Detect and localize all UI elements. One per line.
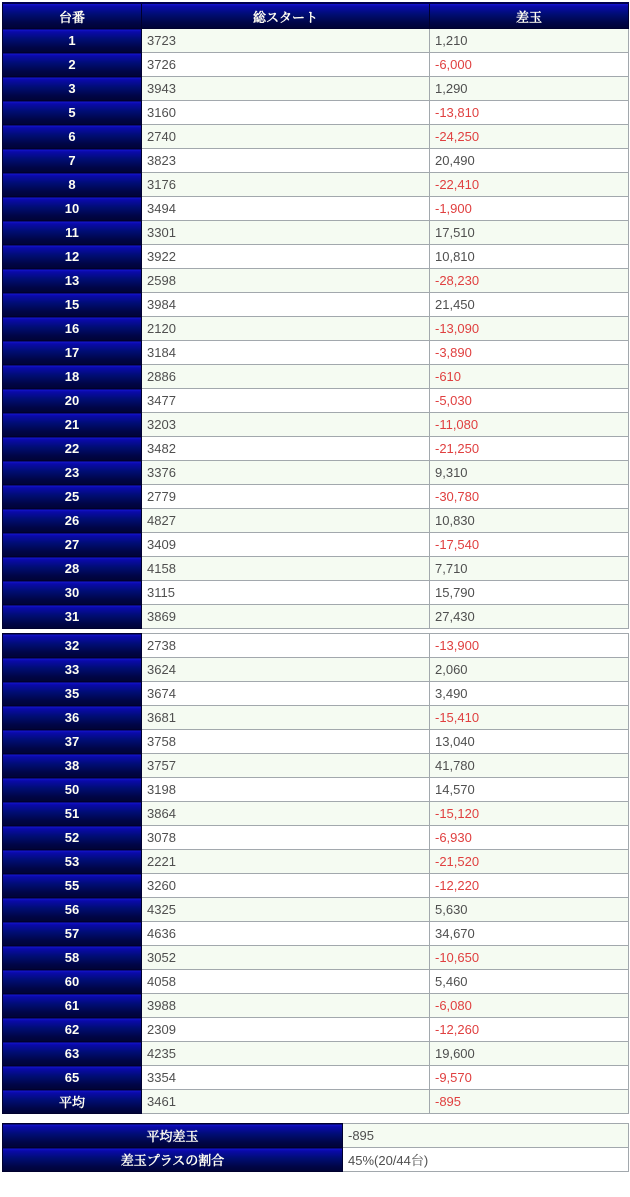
- ball-diff-cell: -895: [430, 1090, 629, 1114]
- ball-diff-cell: -6,000: [430, 53, 629, 77]
- machine-row: [3, 29, 629, 53]
- ball-diff-cell: -15,120: [430, 802, 629, 826]
- total-start-cell: 3176: [142, 173, 430, 197]
- machine-number-cell: 3: [3, 77, 142, 101]
- ball-diff-cell: 20,490: [430, 149, 629, 173]
- ball-diff-cell: -22,410: [430, 173, 629, 197]
- ball-diff-cell: 10,810: [430, 245, 629, 269]
- column-header-ball-diff: 差玉: [430, 3, 629, 29]
- machine-row: [3, 197, 629, 221]
- machine-row: [3, 245, 629, 269]
- summary-rows: [3, 1124, 629, 1172]
- ball-diff-cell: -10,650: [430, 946, 629, 970]
- machine-row: [3, 682, 629, 706]
- machine-row: [3, 1018, 629, 1042]
- total-start-cell: 3984: [142, 293, 430, 317]
- total-start-cell: 3674: [142, 682, 430, 706]
- machine-number-cell: 22: [3, 437, 142, 461]
- machine-number-cell: 56: [3, 898, 142, 922]
- machine-number-cell: 61: [3, 994, 142, 1018]
- machine-row: [3, 634, 629, 658]
- total-start-cell: 3198: [142, 778, 430, 802]
- machine-number-cell: 23: [3, 461, 142, 485]
- total-start-cell: 4827: [142, 509, 430, 533]
- total-start-cell: 2779: [142, 485, 430, 509]
- machine-number-cell: 18: [3, 365, 142, 389]
- total-start-cell: 3477: [142, 389, 430, 413]
- total-start-cell: 3869: [142, 605, 430, 629]
- machine-row: [3, 269, 629, 293]
- machine-number-cell: 57: [3, 922, 142, 946]
- total-start-cell: 3864: [142, 802, 430, 826]
- machine-row: [3, 413, 629, 437]
- summary-value-cell: 45%(20/44台): [343, 1148, 629, 1172]
- machine-row: [3, 605, 629, 629]
- machine-number-cell: 33: [3, 658, 142, 682]
- total-start-cell: 2598: [142, 269, 430, 293]
- machine-number-cell: 50: [3, 778, 142, 802]
- total-start-cell: 3624: [142, 658, 430, 682]
- ball-diff-cell: -30,780: [430, 485, 629, 509]
- total-start-cell: 4636: [142, 922, 430, 946]
- machine-number-cell: 65: [3, 1066, 142, 1090]
- machine-number-cell: 53: [3, 850, 142, 874]
- machine-row: [3, 802, 629, 826]
- ball-diff-cell: -6,930: [430, 826, 629, 850]
- machine-row: [3, 125, 629, 149]
- machine-row: [3, 706, 629, 730]
- total-start-cell: 4325: [142, 898, 430, 922]
- ball-diff-cell: 17,510: [430, 221, 629, 245]
- machine-number-cell: 37: [3, 730, 142, 754]
- ball-diff-cell: 19,600: [430, 1042, 629, 1066]
- machine-number-cell: 1: [3, 29, 142, 53]
- total-start-cell: 3482: [142, 437, 430, 461]
- ball-diff-cell: -11,080: [430, 413, 629, 437]
- ball-diff-cell: 5,460: [430, 970, 629, 994]
- machine-row: [3, 221, 629, 245]
- machine-row: [3, 317, 629, 341]
- total-start-cell: 3461: [142, 1090, 430, 1114]
- ball-diff-cell: 2,060: [430, 658, 629, 682]
- machine-row: [3, 850, 629, 874]
- total-start-cell: 2886: [142, 365, 430, 389]
- machine-number-cell: 平均: [3, 1090, 142, 1114]
- machine-row: [3, 149, 629, 173]
- machine-row: [3, 557, 629, 581]
- machine-number-cell: 2: [3, 53, 142, 77]
- ball-diff-cell: -28,230: [430, 269, 629, 293]
- total-start-cell: 2309: [142, 1018, 430, 1042]
- total-start-cell: 4235: [142, 1042, 430, 1066]
- summary-label-cell: 差玉プラスの割合: [3, 1148, 343, 1172]
- ball-diff-cell: 7,710: [430, 557, 629, 581]
- machine-number-cell: 7: [3, 149, 142, 173]
- machine-row: [3, 293, 629, 317]
- machine-row: [3, 730, 629, 754]
- machine-number-cell: 30: [3, 581, 142, 605]
- total-start-cell: 3052: [142, 946, 430, 970]
- machine-row: [3, 461, 629, 485]
- machine-number-cell: 8: [3, 173, 142, 197]
- summary-value-cell: -895: [343, 1124, 629, 1148]
- machine-row: [3, 53, 629, 77]
- header-row: [3, 3, 629, 29]
- total-start-cell: 3726: [142, 53, 430, 77]
- machine-row: [3, 874, 629, 898]
- machine-row: [3, 1042, 629, 1066]
- machine-row: [3, 173, 629, 197]
- summary-row: [3, 1124, 629, 1148]
- machine-number-cell: 12: [3, 245, 142, 269]
- total-start-cell: 3160: [142, 101, 430, 125]
- total-start-cell: 3115: [142, 581, 430, 605]
- ball-diff-cell: -24,250: [430, 125, 629, 149]
- ball-diff-cell: 27,430: [430, 605, 629, 629]
- total-start-cell: 3757: [142, 754, 430, 778]
- column-header-total-start: 総スタート: [142, 3, 430, 29]
- total-start-cell: 3988: [142, 994, 430, 1018]
- ball-diff-cell: -1,900: [430, 197, 629, 221]
- machine-row: [3, 365, 629, 389]
- ball-diff-cell: -9,570: [430, 1066, 629, 1090]
- ball-diff-cell: -15,410: [430, 706, 629, 730]
- summary-table: [2, 1123, 629, 1172]
- ball-diff-cell: -13,810: [430, 101, 629, 125]
- machine-rows-upper: [3, 29, 629, 629]
- machine-row: [3, 509, 629, 533]
- machine-number-cell: 15: [3, 293, 142, 317]
- machine-row: [3, 898, 629, 922]
- machine-number-cell: 17: [3, 341, 142, 365]
- total-start-cell: 3260: [142, 874, 430, 898]
- machine-number-cell: 13: [3, 269, 142, 293]
- machine-row: [3, 946, 629, 970]
- ball-diff-cell: 1,290: [430, 77, 629, 101]
- ball-diff-cell: 1,210: [430, 29, 629, 53]
- ball-diff-cell: -13,900: [430, 634, 629, 658]
- ball-diff-cell: 13,040: [430, 730, 629, 754]
- machine-number-cell: 36: [3, 706, 142, 730]
- machine-row: [3, 754, 629, 778]
- ball-diff-cell: 41,780: [430, 754, 629, 778]
- machine-row: [3, 389, 629, 413]
- machine-number-cell: 63: [3, 1042, 142, 1066]
- ball-diff-cell: -3,890: [430, 341, 629, 365]
- total-start-cell: 2740: [142, 125, 430, 149]
- machine-number-cell: 26: [3, 509, 142, 533]
- machine-row: [3, 778, 629, 802]
- machine-row: [3, 970, 629, 994]
- ball-diff-cell: 10,830: [430, 509, 629, 533]
- machine-row: [3, 1090, 629, 1114]
- machine-row: [3, 77, 629, 101]
- ball-diff-cell: -12,220: [430, 874, 629, 898]
- ball-diff-cell: 14,570: [430, 778, 629, 802]
- total-start-cell: 2738: [142, 634, 430, 658]
- total-start-cell: 2221: [142, 850, 430, 874]
- machine-row: [3, 485, 629, 509]
- machine-row: [3, 437, 629, 461]
- total-start-cell: 2120: [142, 317, 430, 341]
- ball-diff-cell: -21,250: [430, 437, 629, 461]
- total-start-cell: 4058: [142, 970, 430, 994]
- machine-number-cell: 10: [3, 197, 142, 221]
- total-start-cell: 3184: [142, 341, 430, 365]
- ball-diff-cell: 3,490: [430, 682, 629, 706]
- machine-number-cell: 21: [3, 413, 142, 437]
- ball-diff-cell: -12,260: [430, 1018, 629, 1042]
- total-start-cell: 3758: [142, 730, 430, 754]
- machine-number-cell: 6: [3, 125, 142, 149]
- machine-number-cell: 20: [3, 389, 142, 413]
- total-start-cell: 4158: [142, 557, 430, 581]
- ball-diff-cell: -5,030: [430, 389, 629, 413]
- machine-number-cell: 11: [3, 221, 142, 245]
- ball-diff-cell: -6,080: [430, 994, 629, 1018]
- ball-diff-cell: 15,790: [430, 581, 629, 605]
- machine-number-cell: 31: [3, 605, 142, 629]
- machine-number-cell: 38: [3, 754, 142, 778]
- machine-row: [3, 581, 629, 605]
- machine-number-cell: 32: [3, 634, 142, 658]
- column-header-machine-number: 台番: [3, 3, 142, 29]
- machine-number-cell: 62: [3, 1018, 142, 1042]
- machine-rows-lower: [3, 634, 629, 1114]
- ball-diff-cell: 34,670: [430, 922, 629, 946]
- total-start-cell: 3354: [142, 1066, 430, 1090]
- ball-diff-cell: -17,540: [430, 533, 629, 557]
- total-start-cell: 3723: [142, 29, 430, 53]
- machine-number-cell: 5: [3, 101, 142, 125]
- total-start-cell: 3203: [142, 413, 430, 437]
- machine-row: [3, 922, 629, 946]
- total-start-cell: 3494: [142, 197, 430, 221]
- machine-number-cell: 35: [3, 682, 142, 706]
- total-start-cell: 3823: [142, 149, 430, 173]
- machine-number-cell: 16: [3, 317, 142, 341]
- ball-diff-cell: -13,090: [430, 317, 629, 341]
- ball-diff-cell: 21,450: [430, 293, 629, 317]
- machine-table-upper: [2, 2, 629, 629]
- machine-number-cell: 60: [3, 970, 142, 994]
- total-start-cell: 3409: [142, 533, 430, 557]
- machine-number-cell: 28: [3, 557, 142, 581]
- machine-row: [3, 533, 629, 557]
- summary-row: [3, 1148, 629, 1172]
- machine-number-cell: 52: [3, 826, 142, 850]
- total-start-cell: 3681: [142, 706, 430, 730]
- total-start-cell: 3943: [142, 77, 430, 101]
- machine-row: [3, 341, 629, 365]
- ball-diff-cell: 9,310: [430, 461, 629, 485]
- total-start-cell: 3301: [142, 221, 430, 245]
- ball-diff-cell: -610: [430, 365, 629, 389]
- machine-row: [3, 1066, 629, 1090]
- total-start-cell: 3078: [142, 826, 430, 850]
- summary-label-cell: 平均差玉: [3, 1124, 343, 1148]
- machine-row: [3, 826, 629, 850]
- total-start-cell: 3922: [142, 245, 430, 269]
- ball-diff-cell: 5,630: [430, 898, 629, 922]
- machine-row: [3, 994, 629, 1018]
- machine-number-cell: 27: [3, 533, 142, 557]
- ball-diff-cell: -21,520: [430, 850, 629, 874]
- total-start-cell: 3376: [142, 461, 430, 485]
- machine-number-cell: 25: [3, 485, 142, 509]
- machine-table-lower: [2, 633, 629, 1114]
- machine-number-cell: 58: [3, 946, 142, 970]
- machine-row: [3, 101, 629, 125]
- machine-number-cell: 55: [3, 874, 142, 898]
- machine-number-cell: 51: [3, 802, 142, 826]
- machine-row: [3, 658, 629, 682]
